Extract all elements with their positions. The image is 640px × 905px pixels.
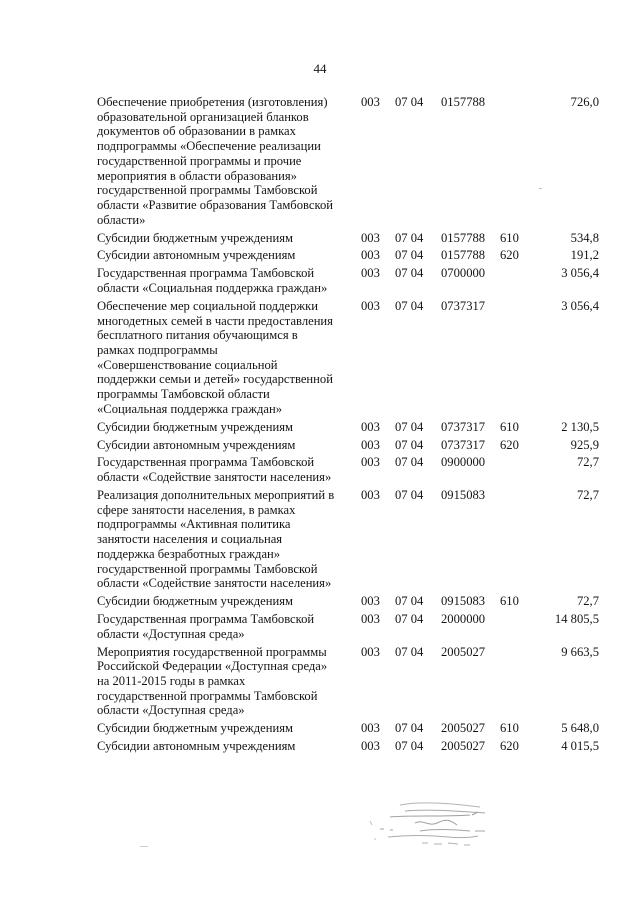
table-row [0, 645, 640, 722]
ministry-code: 003 [361, 488, 380, 503]
ministry-code: 003 [361, 95, 380, 109]
target-article-code: 0900000 [441, 455, 486, 470]
stamp-signature [360, 795, 510, 855]
amount: 4 015,5 [561, 739, 599, 754]
description-line: документов об образовании в рамках [97, 124, 296, 139]
table-row [0, 95, 640, 231]
table-row [0, 594, 640, 612]
description-line: Субсидии бюджетным учреждениям [97, 419, 293, 434]
budget-table [0, 95, 640, 757]
ministry-code: 003 [361, 455, 380, 470]
description-line: области «Доступная среда» [97, 626, 245, 641]
description-line: многодетных семей в части предоставления [97, 313, 333, 328]
section-code: 07 04 [395, 419, 424, 434]
description-line: Обеспечение приобретения (изготовления) [97, 95, 328, 109]
description-line: государственной программы Тамбовской [97, 688, 318, 703]
description-line: государственной программы и прочие [97, 153, 302, 168]
description-line: на 2011-2015 годы в рамках [97, 674, 246, 689]
description-line: Российской Федерации «Доступная среда» [97, 659, 328, 674]
description-line: Субсидии бюджетным учреждениям [97, 721, 293, 736]
description-line: Обеспечение мер социальной поддержки [97, 298, 318, 313]
table-row [0, 438, 640, 456]
table-row [0, 420, 640, 438]
description-line: области «Доступная среда» [97, 703, 245, 718]
section-code: 07 04 [395, 644, 424, 659]
row-description [97, 721, 355, 736]
section-code: 07 04 [395, 95, 424, 109]
row-description [97, 231, 355, 246]
table-row [0, 455, 640, 488]
amount: 2 130,5 [561, 419, 599, 434]
description-line: Субсидии бюджетным учреждениям [97, 594, 293, 609]
description-line: области» [97, 212, 146, 227]
section-code: 07 04 [395, 437, 424, 452]
table-row [0, 612, 640, 645]
target-article-code: 0915083 [441, 594, 486, 609]
amount: 3 056,4 [561, 298, 599, 313]
amount: 3 056,4 [561, 266, 599, 281]
table-row [0, 299, 640, 420]
ministry-code: 003 [361, 248, 380, 263]
table-row [0, 739, 640, 757]
description-line: Государственная программа Тамбовской [97, 455, 315, 470]
row-description [97, 612, 355, 641]
description-line: программы Тамбовской области [97, 387, 270, 402]
description-line: мероприятия в области образования» [97, 168, 297, 183]
description-line: подпрограммы «Активная политика [97, 517, 291, 532]
section-code: 07 04 [395, 594, 424, 609]
target-article-code: 2005027 [441, 739, 486, 754]
description-line: Субсидии бюджетным учреждениям [97, 230, 293, 245]
row-description [97, 438, 355, 453]
row-description [97, 488, 355, 591]
section-code: 07 04 [395, 612, 424, 627]
expense-type-code: 610 [500, 419, 519, 434]
description-line: бесплатного питания обучающимся в [97, 328, 298, 343]
ministry-code: 003 [361, 419, 380, 434]
description-line: поддержки семьи и детей» государственной [97, 372, 333, 387]
ministry-code: 003 [361, 298, 380, 313]
target-article-code: 0157788 [441, 230, 486, 245]
expense-type-code: 620 [500, 739, 519, 754]
ministry-code: 003 [361, 594, 380, 609]
description-line: области «Социальная поддержка граждан» [97, 280, 328, 295]
row-description [97, 645, 355, 719]
section-code: 07 04 [395, 266, 424, 281]
amount: 72,7 [576, 455, 599, 470]
table-row [0, 231, 640, 249]
table-row [0, 488, 640, 594]
section-code: 07 04 [395, 739, 424, 754]
expense-type-code: 620 [500, 248, 519, 263]
amount: 14 805,5 [554, 612, 599, 627]
ministry-code: 003 [361, 230, 380, 245]
section-code: 07 04 [395, 455, 424, 470]
section-code: 07 04 [395, 298, 424, 313]
description-line: Мероприятия государственной программы [97, 644, 327, 659]
ministry-code: 003 [361, 721, 380, 736]
section-code: 07 04 [395, 488, 424, 503]
amount: 72,7 [576, 488, 599, 503]
amount: 534,8 [570, 230, 599, 245]
amount: 72,7 [576, 594, 599, 609]
row-description [97, 420, 355, 435]
target-article-code: 0157788 [441, 248, 486, 263]
description-line: Субсидии автономным учреждениям [97, 248, 296, 263]
description-line: подпрограммы «Обеспечение реализации [97, 139, 321, 154]
description-line: Субсидии автономным учреждениям [97, 739, 296, 754]
expense-type-code: 610 [500, 230, 519, 245]
target-article-code: 0737317 [441, 298, 486, 313]
row-description [97, 266, 355, 295]
description-line: Государственная программа Тамбовской [97, 266, 315, 281]
target-article-code: 2005027 [441, 644, 486, 659]
description-line: занятости населения и социальная [97, 532, 283, 547]
expense-type-code: 610 [500, 721, 519, 736]
expense-type-code: 620 [500, 437, 519, 452]
amount: 9 663,5 [561, 644, 599, 659]
amount: 191,2 [570, 248, 599, 263]
target-article-code: 0915083 [441, 488, 486, 503]
row-description [97, 95, 355, 227]
description-line: Субсидии автономным учреждениям [97, 437, 296, 452]
row-description [97, 739, 355, 754]
description-line: государственной программы Тамбовской [97, 183, 318, 198]
row-description [97, 299, 355, 417]
ministry-code: 003 [361, 612, 380, 627]
description-line: «Социальная поддержка граждан» [97, 401, 283, 416]
amount: 925,9 [570, 437, 599, 452]
ministry-code: 003 [361, 266, 380, 281]
description-line: образовательной организацией бланков [97, 109, 309, 124]
ministry-code: 003 [361, 644, 380, 659]
expense-type-code: 610 [500, 594, 519, 609]
scan-mark [539, 188, 542, 189]
section-code: 07 04 [395, 248, 424, 263]
scan-mark [140, 846, 148, 847]
description-line: государственной программы Тамбовской [97, 561, 318, 576]
row-description [97, 594, 355, 609]
target-article-code: 0700000 [441, 266, 486, 281]
description-line: области «Развитие образования Тамбовской [97, 197, 333, 212]
description-line: поддержка безработных граждан» [97, 546, 281, 561]
section-code: 07 04 [395, 230, 424, 245]
description-line: рамках подпрограммы [97, 342, 218, 357]
target-article-code: 2005027 [441, 721, 486, 736]
description-line: области «Содействие занятости населения» [97, 470, 332, 485]
target-article-code: 2000000 [441, 612, 486, 627]
target-article-code: 0157788 [441, 95, 486, 109]
ministry-code: 003 [361, 437, 380, 452]
target-article-code: 0737317 [441, 437, 486, 452]
page-number: 44 [313, 61, 327, 76]
target-article-code: 0737317 [441, 419, 486, 434]
table-row [0, 266, 640, 299]
description-line: «Совершенствование социальной [97, 357, 278, 372]
ministry-code: 003 [361, 739, 380, 754]
description-line: области «Содействие занятости населения» [97, 576, 332, 591]
row-description [97, 248, 355, 263]
table-row [0, 248, 640, 266]
description-line: Государственная программа Тамбовской [97, 612, 315, 627]
section-code: 07 04 [395, 721, 424, 736]
amount: 5 648,0 [561, 721, 599, 736]
row-description [97, 455, 355, 484]
description-line: сфере занятости населения, в рамках [97, 502, 296, 517]
table-row [0, 721, 640, 739]
description-line: Реализация дополнительных мероприятий в [97, 488, 335, 503]
amount: 726,0 [570, 95, 599, 109]
